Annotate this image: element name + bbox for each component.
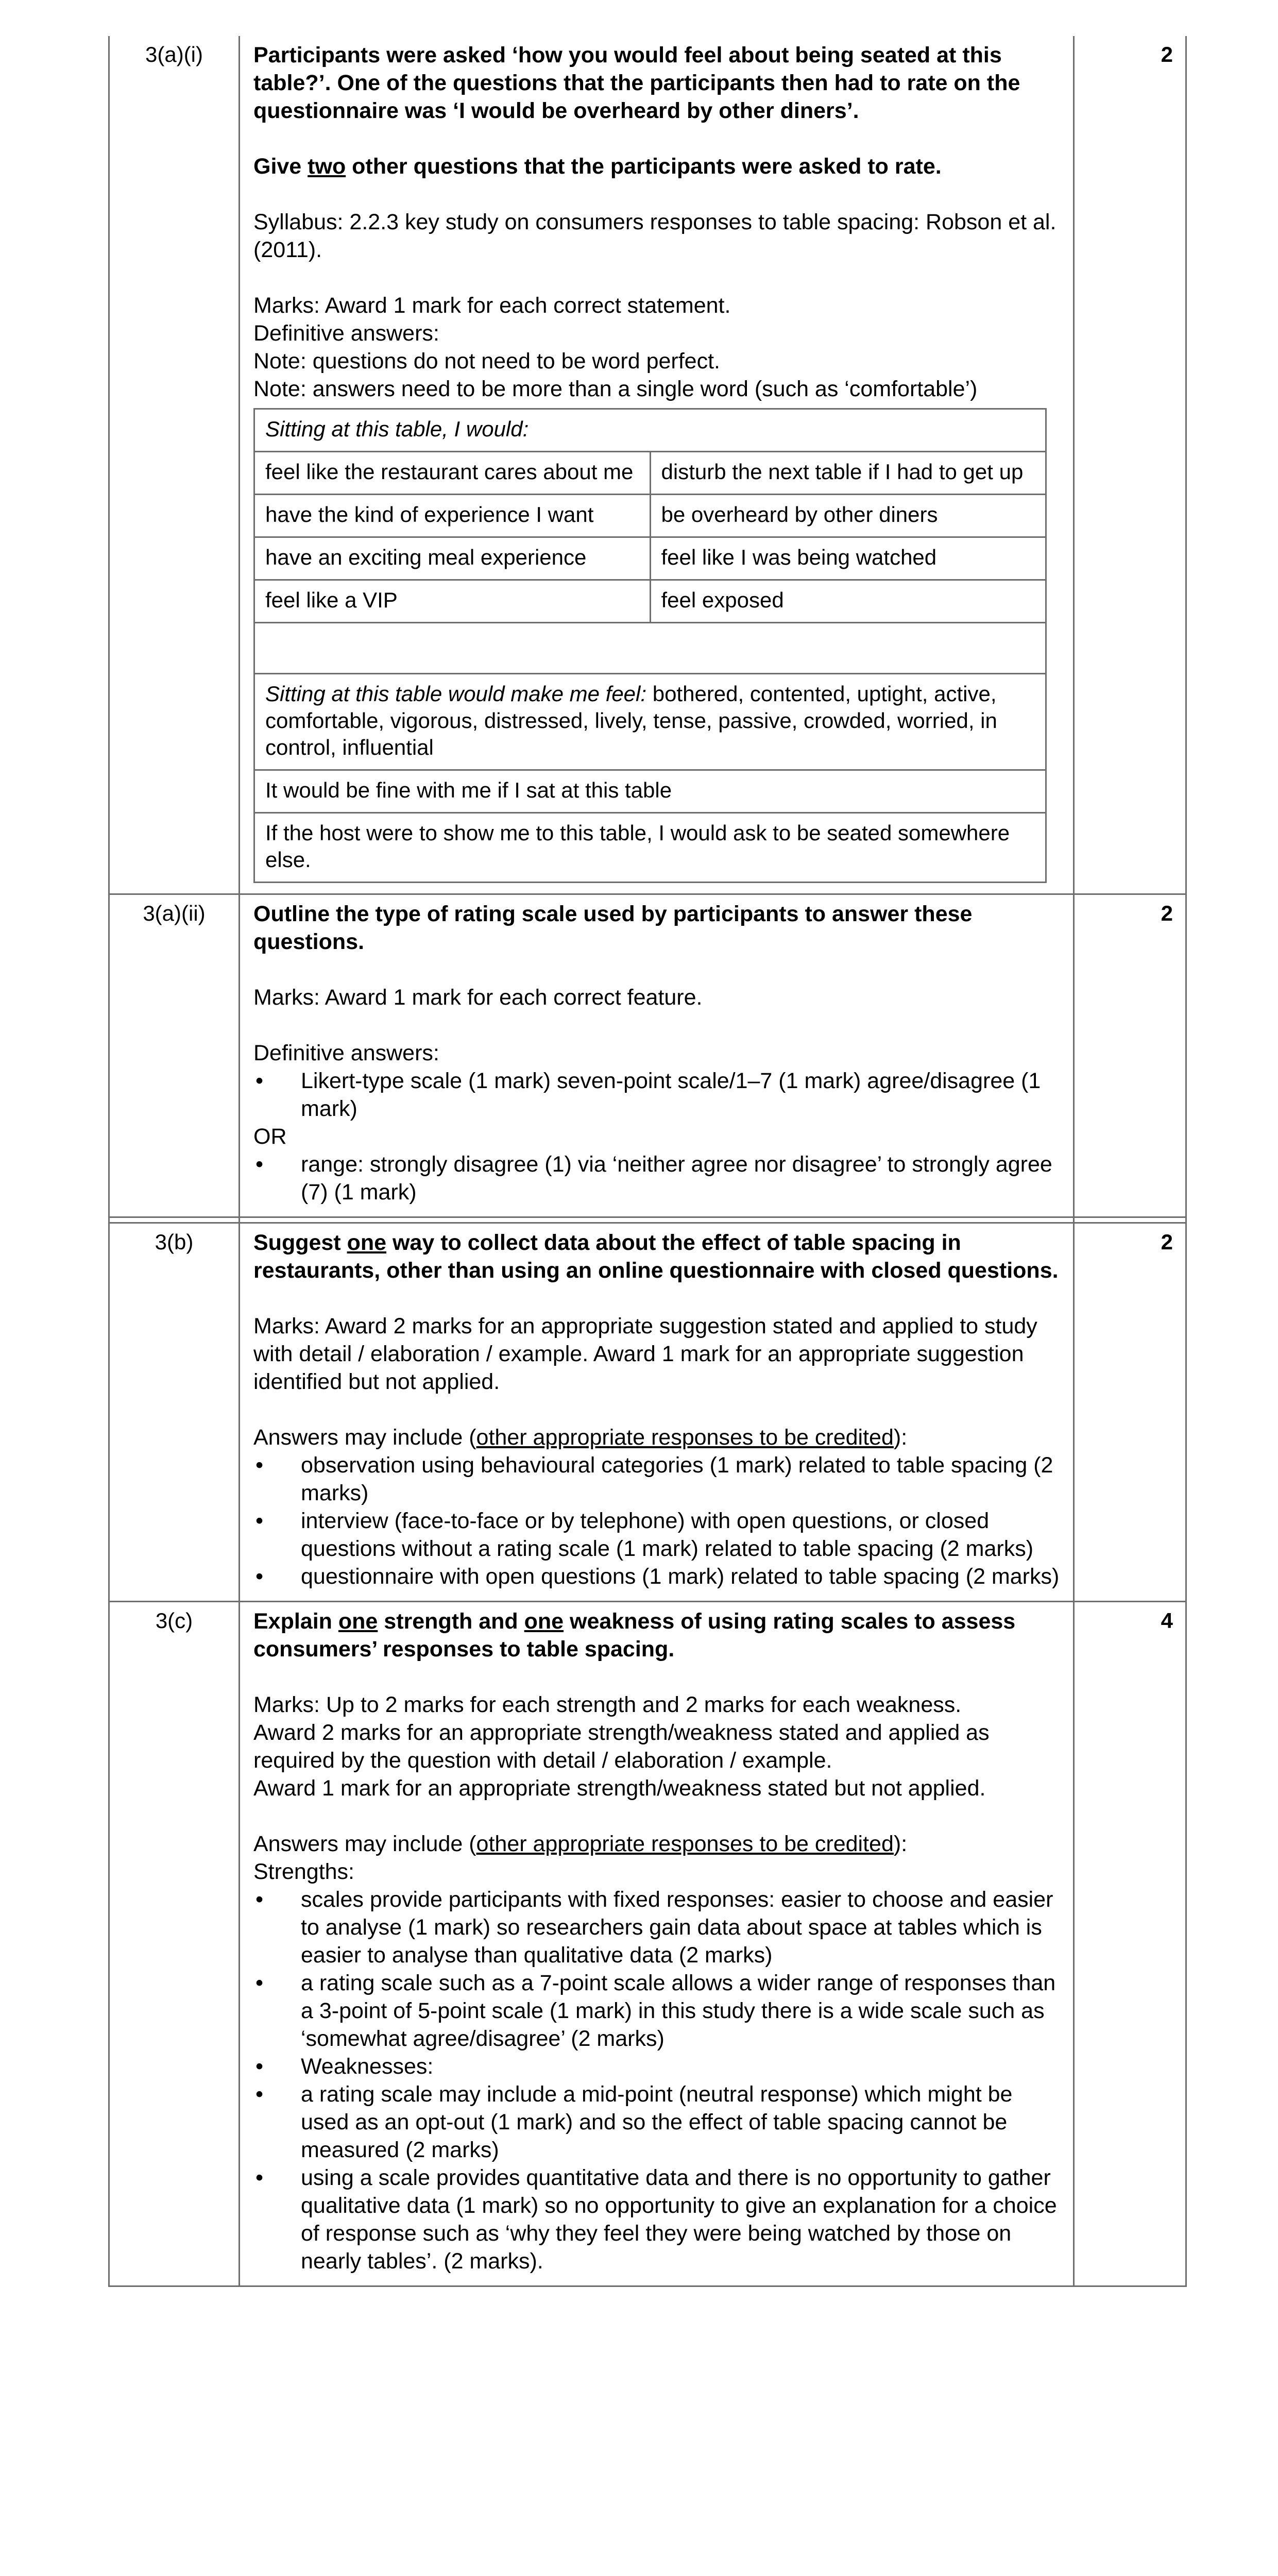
list-item: • a rating scale such as a 7-point scale allows a wider range of responses than a 3-point of 5-point scale (1 mark) in this study there is a wide scale such as ‘somewhat agree/disagree’ (2 marks) [253,1969,1060,2053]
marking-note: Note: answers need to be more than a single word (such as ‘comfortable’) [253,377,978,401]
answer-cell: feel exposed [650,580,1046,623]
marks-value: 2 [1074,36,1186,894]
mark-scheme-table [108,36,1187,2287]
stem-underline: one [338,1609,378,1634]
empty-cell [254,623,1046,674]
feelings-list: bothered, contented, uptight, active, comfortable, vigorous, distressed, lively, tense, passive, crowded, worried, in control, influential [265,682,997,759]
task-text: other questions that the participants were asked to rate. [346,154,942,179]
stem-underline: one [524,1609,564,1634]
answers-intro [253,1830,1060,1858]
question-row-3aii [109,894,1186,1217]
answers-text: ): [893,1425,908,1450]
answer-list [253,1451,1060,1590]
answer-table-row [254,537,1046,580]
marking-note: Marks: Award 2 marks for an appropriate suggestion stated and applied to study with detail / elaboration / example. Award 1 mark for an appropriate suggestion identified but not applied. [253,1314,1037,1394]
stem-text: strength and [378,1609,524,1634]
answer-table-row [254,452,1046,495]
answers-underline: other appropriate responses to be credited [476,1832,894,1856]
list-item: • using a scale provides quantitative data and there is no opportunity to gather qualitative data (1 mark) so no opportunity to give an explanation for a choice of response such as ‘why they feel they were being watched by those on nearly tables’. (2 marks). [253,2164,1060,2275]
strengths-label: Strengths: [253,1859,354,1884]
marking-note: Award 1 mark for an appropriate strength/weakness stated but not applied. [253,1776,986,1801]
list-item: • range: strongly disagree (1) via ‘neither agree nor disagree’ to strongly agree (7) (1 mark) [253,1150,1060,1206]
list-item: • questionnaire with open questions (1 mark) related to table spacing (2 marks) [253,1563,1060,1590]
stem-text: way to collect data about the effect of table spacing in restaurants, other than using an online questionnaire with closed questions. [253,1230,1059,1283]
answer-table-row [254,580,1046,623]
list-item: • interview (face-to-face or by telephone) with open questions, or closed questions without a rating scale (1 mark) related to table spacing (2 marks) [253,1507,1060,1563]
marking-note: Marks: Award 1 mark for each correct feature. [253,985,703,1010]
question-number: 3(a)(ii) [109,894,240,1217]
question-stem: Outline the type of rating scale used by participants to answer these questions. [253,902,973,954]
answers-text: ): [893,1832,908,1856]
answer-table-row [254,674,1046,770]
question-row-3ai [109,36,1186,894]
marking-note: Award 2 marks for an appropriate strength/weakness stated and applied as required by the question with detail / elaboration / example. [253,1720,990,1773]
task-text: Give [253,154,308,179]
answer-list [253,1150,1060,1206]
list-item: • Weaknesses: [253,2053,1060,2080]
answer-table-row [254,813,1046,883]
answer-cell-feelings [254,674,1046,770]
question-task [253,152,1060,180]
marking-note: Marks: Up to 2 marks for each strength and 2 marks for each weakness. [253,1692,962,1717]
answers-underline: other appropriate responses to be credited [476,1425,894,1450]
marking-note: Definitive answers: [253,321,439,346]
answers-intro [253,1423,1060,1451]
question-body [240,36,1074,894]
answer-cell: be overheard by other diners [650,495,1046,537]
answer-list [253,1886,1060,2275]
answer-cell: feel like a VIP [254,580,651,623]
answers-text: Answers may include ( [253,1832,476,1856]
or-separator: OR [253,1124,287,1149]
answer-table-empty-row [254,623,1046,674]
question-stem [253,1607,1060,1663]
marking-note: Marks: Award 1 mark for each correct statement. [253,293,731,318]
answers-text: Answers may include ( [253,1425,476,1450]
marks-value: 2 [1074,1223,1186,1602]
answer-list [253,1067,1060,1123]
question-number: 3(b) [109,1223,240,1602]
list-item: • scales provide participants with fixed responses: easier to choose and easier to analyse (1 mark) so researchers gain data about space at tables which is easier to analyse than qualitative data (2 marks) [253,1886,1060,1969]
answer-cell: feel like I was being watched [650,537,1046,580]
list-item: • observation using behavioural categories (1 mark) related to table spacing (2 marks) [253,1451,1060,1507]
answer-table-row [254,495,1046,537]
marks-value: 4 [1074,1602,1186,2286]
list-item: • a rating scale may include a mid-point (neutral response) which might be used as an opt-out (1 mark) and so the effect of table spacing cannot be measured (2 marks) [253,2080,1060,2164]
question-number: 3(a)(i) [109,36,240,894]
question-body [240,1602,1074,2286]
stem-text: Suggest [253,1230,347,1255]
answer-cell: feel like the restaurant cares about me [254,452,651,495]
mark-scheme-page [108,36,1180,2287]
question-row-3b [109,1223,1186,1602]
stem-underline: one [347,1230,387,1255]
answer-cell: have an exciting meal experience [254,537,651,580]
answer-cell: If the host were to show me to this table, I would ask to be seated somewhere else. [254,813,1046,883]
row-divider [109,1217,1186,1223]
syllabus-reference: Syllabus: 2.2.3 key study on consumers responses to table spacing: Robson et al. (2011). [253,210,1057,262]
marks-value: 2 [1074,894,1186,1217]
question-stem: Participants were asked ‘how you would feel about being seated at this table?’. One of the questions that the participants then had to rate on the questionnaire was ‘I would be overheard by other diners’. [253,43,1020,123]
question-body [240,894,1074,1217]
answer-cell: disturb the next table if I had to get up [650,452,1046,495]
stem-text: weakness of using rating scales to assess consumers’ responses to table spacing. [253,1609,1016,1662]
marking-note: Definitive answers: [253,1041,439,1065]
answer-cell: It would be fine with me if I sat at this table [254,770,1046,813]
answer-table-row [254,770,1046,813]
stem-text: Explain [253,1609,338,1634]
question-row-3c [109,1602,1186,2286]
question-stem [253,1229,1060,1284]
list-item: • Likert-type scale (1 mark) seven-point scale/1–7 (1 mark) agree/disagree (1 mark) [253,1067,1060,1123]
marking-note: Note: questions do not need to be word perfect. [253,349,720,374]
feelings-prompt: Sitting at this table would make me feel: [265,682,647,706]
answer-table-header: Sitting at this table, I would: [254,409,1046,452]
answer-cell: have the kind of experience I want [254,495,651,537]
answer-table [253,408,1047,883]
question-number: 3(c) [109,1602,240,2286]
question-body [240,1223,1074,1602]
task-underline: two [308,154,346,179]
answer-table-header-row [254,409,1046,452]
